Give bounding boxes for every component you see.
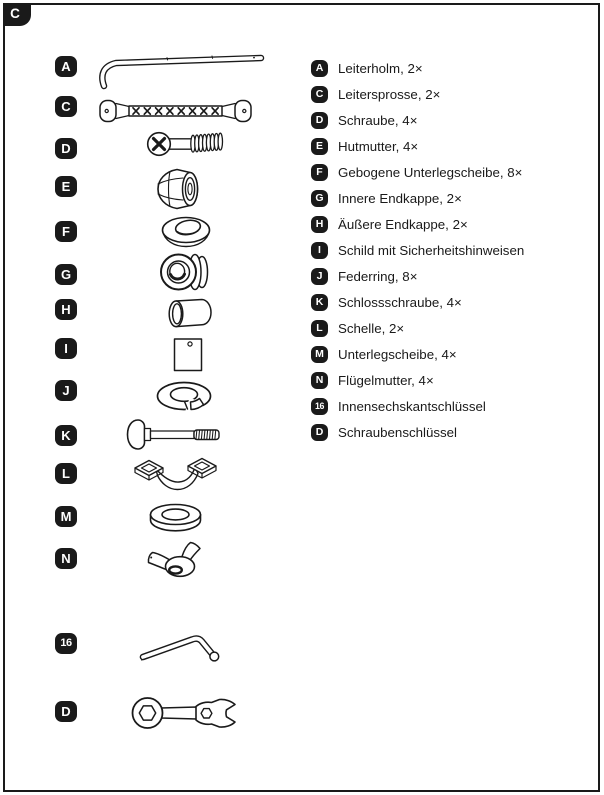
curved-washer-drawing [160, 213, 212, 251]
part-badge-d-wrench: D [55, 701, 77, 722]
part-badge-c: C [55, 96, 77, 117]
legend-badge: D [311, 112, 328, 129]
cap-nut-drawing [155, 167, 203, 211]
legend-item [311, 237, 524, 263]
part-badge-j: J [55, 380, 77, 401]
legend-badge: K [311, 294, 328, 311]
legend-badge: H [311, 216, 328, 233]
corner-tab [3, 3, 31, 26]
legend-item [311, 211, 468, 237]
legend-badge: G [311, 190, 328, 207]
legend-label: Schelle, 2× [338, 320, 405, 336]
legend-item [311, 367, 434, 393]
part-badge-l: L [55, 463, 77, 484]
inner-end-cap-drawing [160, 252, 215, 292]
legend-label: Schild mit Sicherheitshinweisen [338, 242, 525, 258]
legend-badge: N [311, 372, 328, 389]
part-badge-f: F [55, 221, 77, 242]
legend-badge: A [311, 60, 328, 77]
corner-tab-label: C [10, 6, 20, 21]
legend-label: Federring, 8× [338, 268, 418, 284]
part-badge-g: G [55, 264, 77, 285]
legend-item [311, 289, 462, 315]
screw-drawing [146, 128, 226, 160]
legend-label: Schraubenschlüssel [338, 424, 458, 440]
legend-item [311, 133, 418, 159]
carriage-bolt-drawing [125, 418, 225, 452]
legend-item [311, 81, 440, 107]
legend-item [311, 315, 404, 341]
ladder-rail-drawing [95, 50, 270, 90]
legend-badge: I [311, 242, 328, 259]
hex-key-drawing [136, 625, 226, 665]
legend-badge: E [311, 138, 328, 155]
legend-item [311, 159, 522, 185]
part-badge-a: A [55, 56, 77, 77]
spring-ring-drawing [154, 380, 214, 413]
legend-label: Leitersprosse, 2× [338, 86, 441, 102]
part-badge-e: E [55, 176, 77, 197]
outer-end-cap-drawing [166, 297, 214, 331]
part-badge-m: M [55, 506, 77, 527]
legend-badge: F [311, 164, 328, 181]
legend-item [311, 393, 486, 419]
legend-label: Innensechskantschlüssel [338, 398, 486, 414]
part-badge-n: N [55, 548, 77, 569]
legend-label: Hutmutter, 4× [338, 138, 419, 154]
legend-badge: 16 [311, 398, 328, 415]
washer-drawing [148, 502, 203, 533]
legend-badge: J [311, 268, 328, 285]
legend-badge: D [311, 424, 328, 441]
legend-label: Innere Endkappe, 2× [338, 190, 462, 206]
legend-label: Gebogene Unterlegscheibe, 8× [338, 164, 523, 180]
legend-badge: C [311, 86, 328, 103]
legend-label: Leiterholm, 2× [338, 60, 423, 76]
legend-item [311, 55, 423, 81]
legend-label: Flügelmutter, 4× [338, 372, 434, 388]
part-badge-h: H [55, 299, 77, 320]
legend-item [311, 263, 417, 289]
legend-label: Schraube, 4× [338, 112, 418, 128]
legend-item [311, 107, 417, 133]
wrench-drawing [130, 695, 242, 731]
legend-badge: L [311, 320, 328, 337]
legend-badge: M [311, 346, 328, 363]
part-badge-k: K [55, 425, 77, 446]
legend-label: Äußere Endkappe, 2× [338, 216, 468, 232]
legend-item [311, 185, 462, 211]
wing-nut-drawing [144, 540, 206, 578]
ladder-rung-drawing [98, 97, 253, 125]
part-badge-i: I [55, 338, 77, 359]
legend-item [311, 419, 457, 445]
legend-label: Schlossschraube, 4× [338, 294, 462, 310]
legend-item [311, 341, 457, 367]
part-badge-16: 16 [55, 633, 77, 654]
page-frame [3, 3, 600, 792]
legend-label: Unterlegscheibe, 4× [338, 346, 457, 362]
part-badge-d: D [55, 138, 77, 159]
clamp-drawing [132, 456, 218, 494]
safety-label-drawing [171, 337, 205, 373]
